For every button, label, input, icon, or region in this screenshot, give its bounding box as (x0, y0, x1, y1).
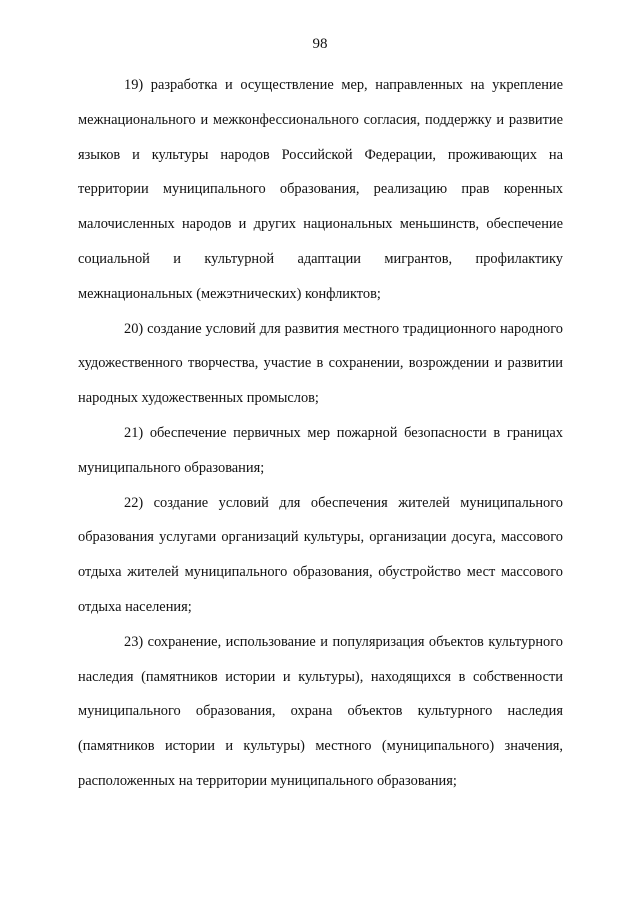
paragraph-item-22: 22) создание условий для обеспечения жителей муниципального образования услугами организаций культуры, организации досуга, массового отдыха жителей муниципального образования, обустройство мест массового отдыха населения; (78, 494, 563, 615)
paragraph-item-20: 20) создание условий для развития местного традиционного народного художественного творчества, участие в сохранении, возрождении и развитии народных художественных промыслов; (78, 320, 563, 407)
paragraph-item-19: 19) разработка и осуществление мер, направленных на укрепление межнационального и межконфессионального согласия, поддержку и развитие языков и культуры народов Российской Федерации, проживающих на территории муниципального образования, реализацию прав коренных малочисленных народов и других национальных меньшинств, обеспечение социальной и культурной адаптации мигрантов, профилактику межнациональных (межэтнических) конфликтов; (78, 77, 563, 302)
document-body (78, 68, 563, 799)
paragraph-item-23: 23) сохранение, использование и популяризация объектов культурного наследия (памятников истории и культуры), находящихся в собственности муниципального образования, охрана объектов культурного наследия (памятников истории и культуры) местного (муниципального) значения, расположенных на территории муниципального образования; (78, 633, 563, 789)
page-number: 98 (312, 36, 328, 52)
paragraph-item-21: 21) обеспечение первичных мер пожарной безопасности в границах муниципального образования; (78, 424, 563, 476)
